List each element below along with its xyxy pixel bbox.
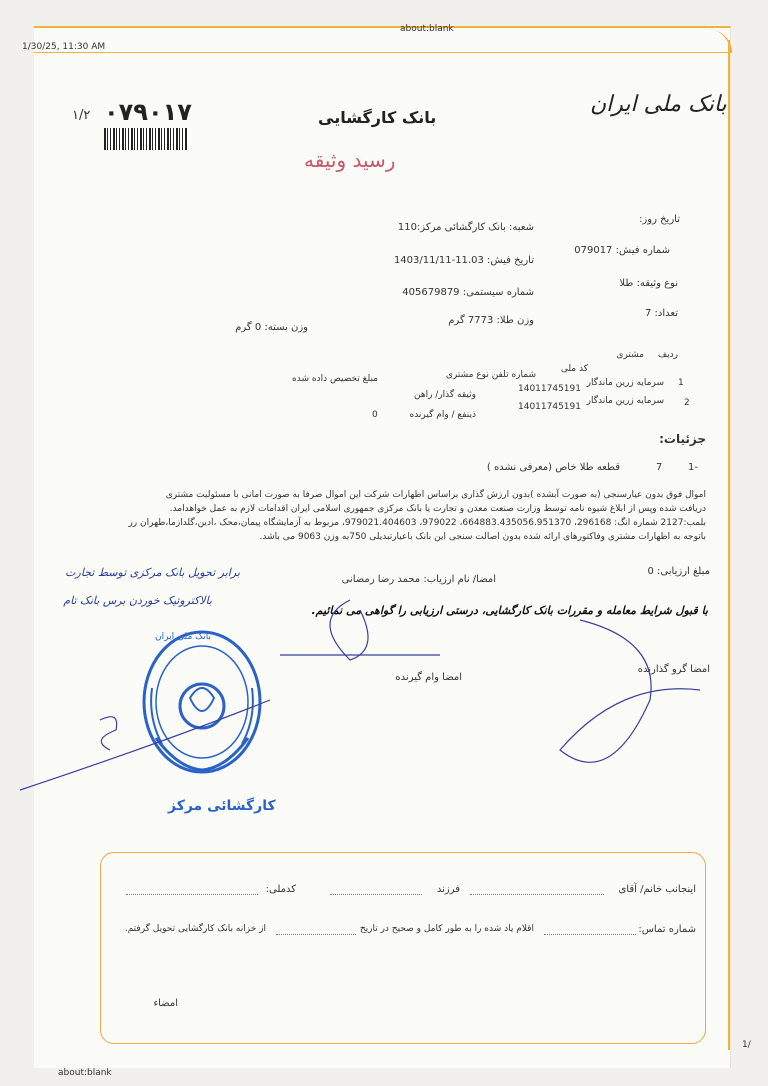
col-row-header: ردیف bbox=[657, 350, 678, 360]
serial-fraction: ۱/۲ bbox=[72, 108, 91, 123]
handwritten-note-2: بالاکتروتیک خوردن برس بانک تام bbox=[63, 594, 212, 607]
date-label: تاریخ روز: bbox=[639, 214, 680, 225]
barcode bbox=[104, 128, 188, 150]
browser-url: about:blank bbox=[58, 1068, 112, 1078]
page-index: 1/ bbox=[742, 1040, 751, 1050]
row1-index: 1 bbox=[678, 378, 684, 388]
form-national-label: کدملی: bbox=[265, 884, 296, 895]
row2-type: ذینفع / وام گیرنده bbox=[409, 410, 476, 420]
valuation-amount: مبلغ ارزیابی: 0 bbox=[647, 566, 710, 577]
stamp-label: کارگشائی مرکز bbox=[168, 798, 276, 814]
form-phone-label: شماره تماس: bbox=[638, 924, 696, 935]
form-phone-input[interactable] bbox=[544, 922, 636, 935]
form-name-input[interactable] bbox=[470, 882, 604, 895]
office-title: بانک کارگشایی bbox=[318, 108, 437, 127]
disclaimer-text bbox=[66, 488, 706, 544]
form-father-label: فرزند bbox=[436, 884, 460, 895]
orange-side-strip bbox=[718, 40, 730, 1050]
serial-number: ۰۷۹۰۱۷ bbox=[104, 98, 192, 126]
disclaimer-line-1: اموال فوق بدون عیارسنجی (به صورت آبشده )بدون ارزش گذاری براساس اظهارات شرکت این اموال صرفا به صورت امانی با مسئولیت مشتری bbox=[165, 490, 706, 500]
document-title: رسید وثیقه bbox=[304, 148, 396, 172]
print-timestamp: 1/30/25, 11:30 AM bbox=[22, 42, 106, 52]
form-received-text: اقلام یاد شده را به طور کامل و صحیح در تاریخ bbox=[359, 924, 534, 934]
row2-amount: 0 bbox=[372, 410, 378, 420]
col-phone-type-header: شماره تلفن نوع مشتری bbox=[445, 370, 536, 380]
form-father-input[interactable] bbox=[330, 882, 422, 895]
system-no-field: شماره سیستمی: 405679879 bbox=[402, 287, 534, 298]
collateral-type-field: نوع وثیقه: طلا bbox=[619, 278, 678, 289]
borrower-signature-label: امضا وام گیرنده bbox=[395, 672, 462, 683]
receipt-date-field: تاریخ فیش: 11.03-1403/11/11 bbox=[393, 255, 534, 266]
disclaimer-line-4: باتوجه به اظهارات مشتری وفاکتورهای ارائه شده بدون اصالت سنجی این بانک باعیارتبدیلی 750به وزن 9063 می باشد. bbox=[259, 532, 706, 542]
appraiser-signature: امضا/ نام ارزیاب: محمد رضا رمضانی bbox=[341, 574, 496, 585]
row2-index: 2 bbox=[684, 398, 690, 408]
details-item-desc: قطعه طلا خاص (معرفی نشده ) bbox=[486, 462, 620, 473]
handwritten-note-1: برابر تحویل بانک مرکزی توسط تجارت bbox=[65, 566, 240, 579]
count-field: تعداد: 7 bbox=[644, 308, 678, 319]
form-national-input[interactable] bbox=[126, 882, 258, 895]
form-date-input[interactable] bbox=[276, 922, 356, 935]
row1-type: وثیقه گذار/ راهن bbox=[414, 390, 476, 400]
row1-code: 14011745191 bbox=[518, 384, 581, 394]
row2-name: سرمایه زرین ماندگار bbox=[586, 396, 664, 406]
form-from-text: از خزانه بانک کارگشایی تحویل گرفتم. bbox=[124, 924, 266, 934]
package-weight-field: وزن بسته: 0 گرم bbox=[235, 322, 308, 333]
signature-scribbles bbox=[20, 560, 740, 830]
browser-title: about:blank bbox=[400, 24, 454, 34]
bank-logo: بانک ملی ایران bbox=[590, 92, 727, 117]
receipt-form bbox=[100, 852, 706, 1044]
disclaimer-line-2: دریافت شده وپس از ابلاغ شیوه نامه توسط وزارت صنعت معدن و تجارت یا بانک مرکزی جمهوری اسلامی ایران اقدامات لازم به عمل خواهدامد. bbox=[169, 504, 706, 514]
stamp-ring-text: بانک ملی ایران bbox=[155, 632, 211, 642]
form-title-label: اینجانب خانم/ آقای bbox=[618, 884, 696, 895]
pledgor-signature-label: امضا گرو گذارنده bbox=[637, 664, 710, 675]
disclaimer-line-3: بلمب:2127 شماره انگ: 296168، 664883.435056.951370، 979022، 979021.404603، مربوط به آزمایشگاه پیمان،محک ،ادین،گلدازما،طهران رر bbox=[128, 518, 706, 528]
col-allocated-header: مبلغ تخصیص داده شده bbox=[292, 374, 378, 384]
row2-code: 14011745191 bbox=[518, 402, 581, 412]
receipt-no-field: شماره فیش: 079017 bbox=[574, 245, 670, 256]
col-customer-header: مشتری bbox=[616, 350, 644, 360]
gold-weight-field: وزن طلا: 7773 گرم bbox=[448, 315, 534, 326]
col-code-header: کد ملی bbox=[560, 364, 588, 374]
confirmation-statement: با قبول شرایط معامله و مقررات بانک کارگشایی، درستی ارزیابی را گواهی می نمائیم. bbox=[311, 604, 708, 617]
form-signature-label: امضاء bbox=[153, 998, 178, 1009]
details-item-no: 1- bbox=[688, 462, 698, 473]
orange-header-band bbox=[34, 30, 732, 53]
details-heading: جزئیات: bbox=[659, 432, 706, 446]
row1-name: سرمایه زرین ماندگار bbox=[586, 378, 664, 388]
details-item-count: 7 bbox=[656, 462, 663, 473]
branch-field: شعبه: بانک کارگشائی مرکز:110 bbox=[397, 222, 534, 233]
